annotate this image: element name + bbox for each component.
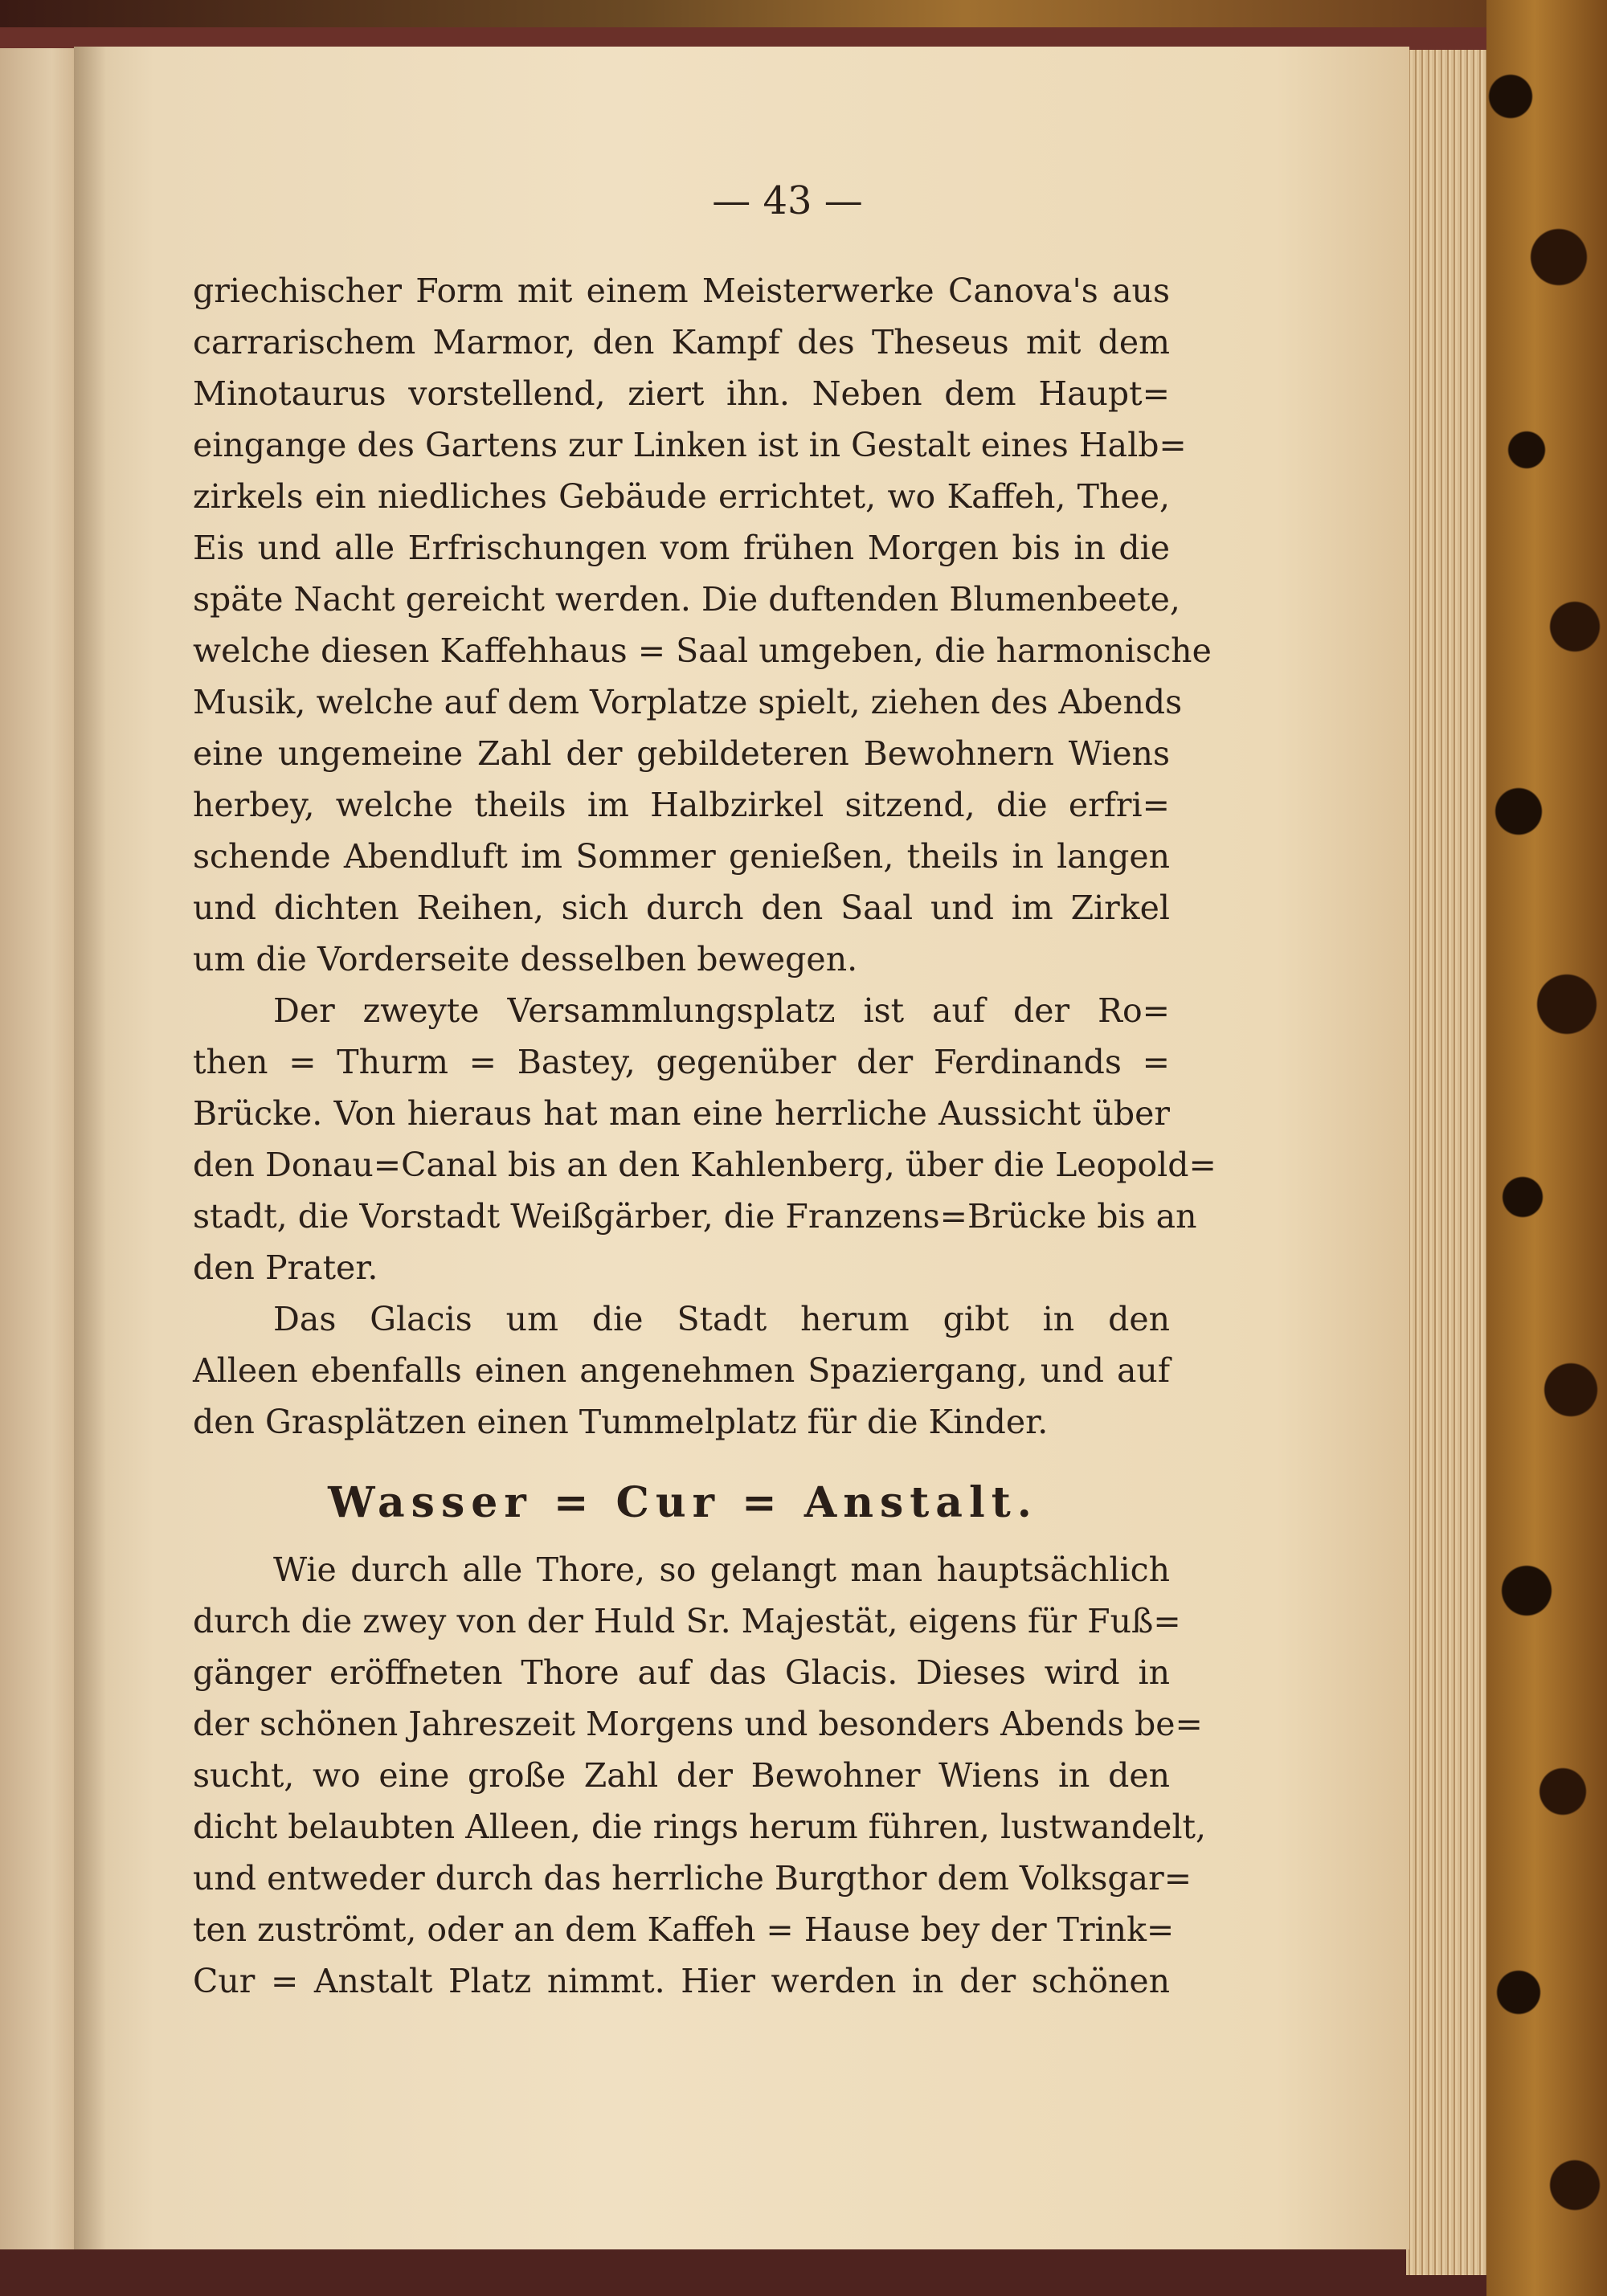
left-page-edge	[0, 48, 74, 2249]
text-line: und entweder durch das herrliche Burgthor dem Volksgar=	[193, 1859, 1192, 1898]
text-line: stadt, die Vorstadt Weißgärber, die Franzens=Brücke bis an	[193, 1197, 1197, 1236]
text-line: der schönen Jahreszeit Morgens und besonders Abends be=	[193, 1705, 1203, 1743]
text-line: um die Vorderseite desselben bewegen.	[193, 940, 858, 978]
text-line: durch die zwey von der Huld Sr. Majestät, eigens für Fuß=	[193, 1602, 1181, 1640]
text-line: gänger eröffneten Thore auf das Glacis. Dieses wird in	[193, 1653, 1170, 1692]
text-line: Musik, welche auf dem Vorplatze spielt, ziehen des Abends	[193, 683, 1183, 721]
text-line: ten zuströmt, oder an dem Kaffeh = Hause bey der Trink=	[193, 1910, 1175, 1949]
gutter-shadow	[74, 47, 106, 2249]
text-line: then = Thurm = Bastey, gegenüber der Ferdinands =	[193, 1043, 1170, 1081]
text-line: Das Glacis um die Stadt herum gibt in den	[273, 1300, 1170, 1338]
text-line: carrarischem Marmor, den Kampf des Theseus mit dem	[193, 323, 1170, 362]
text-line: dicht belaubten Alleen, die rings herum führen, lustwandelt,	[193, 1808, 1207, 1846]
text-line: Der zweyte Versammlungsplatz ist auf der Ro=	[273, 991, 1170, 1030]
text-line: eine ungemeine Zahl der gebildeteren Bewohnern Wiens	[193, 734, 1170, 773]
text-line: herbey, welche theils im Halbzirkel sitzend, die erfri=	[193, 786, 1170, 824]
text-line: Cur = Anstalt Platz nimmt. Hier werden in der schönen	[193, 1962, 1170, 2000]
book-cover-top	[0, 0, 1607, 27]
text-line: den Grasplätzen einen Tummelplatz für die Kinder.	[193, 1403, 1049, 1441]
page-number: — 43 —	[712, 178, 863, 223]
text-line: sucht, wo eine große Zahl der Bewohner Wiens in den	[193, 1756, 1170, 1795]
text-line: den Donau=Canal bis an den Kahlenberg, über die Leopold=	[193, 1146, 1216, 1184]
text-line: Minotaurus vorstellend, ziert ihn. Neben dem Haupt=	[193, 374, 1170, 413]
text-line: schende Abendluft im Sommer genießen, theils in langen	[193, 837, 1170, 876]
text-line: zirkels ein niedliches Gebäude errichtet, wo Kaffeh, Thee,	[193, 477, 1170, 516]
section-heading: Wasser = Cur = Anstalt.	[328, 1478, 1038, 1527]
text-line: Wie durch alle Thore, so gelangt man hauptsächlich	[273, 1550, 1170, 1589]
text-line: späte Nacht gereicht werden. Die duftenden Blumenbeete,	[193, 580, 1180, 619]
text-line: Eis und alle Erfrischungen vom frühen Morgen bis in die	[193, 529, 1170, 567]
text-line: Alleen ebenfalls einen angenehmen Spaziergang, und auf	[193, 1351, 1170, 1390]
text-line: griechischer Form mit einem Meisterwerke Canova's aus	[193, 272, 1170, 310]
text-line: Brücke. Von hieraus hat man eine herrliche Aussicht über	[193, 1094, 1170, 1133]
text-line: und dichten Reihen, sich durch den Saal und im Zirkel	[193, 889, 1170, 927]
text-line: welche diesen Kaffehhaus = Saal umgeben, die harmonische	[193, 631, 1212, 670]
page-edges	[1406, 50, 1486, 2275]
book-cover-marbled	[1486, 0, 1607, 2296]
text-line: den Prater.	[193, 1248, 378, 1287]
text-line: eingange des Gartens zur Linken ist in Gestalt eines Halb=	[193, 426, 1187, 464]
